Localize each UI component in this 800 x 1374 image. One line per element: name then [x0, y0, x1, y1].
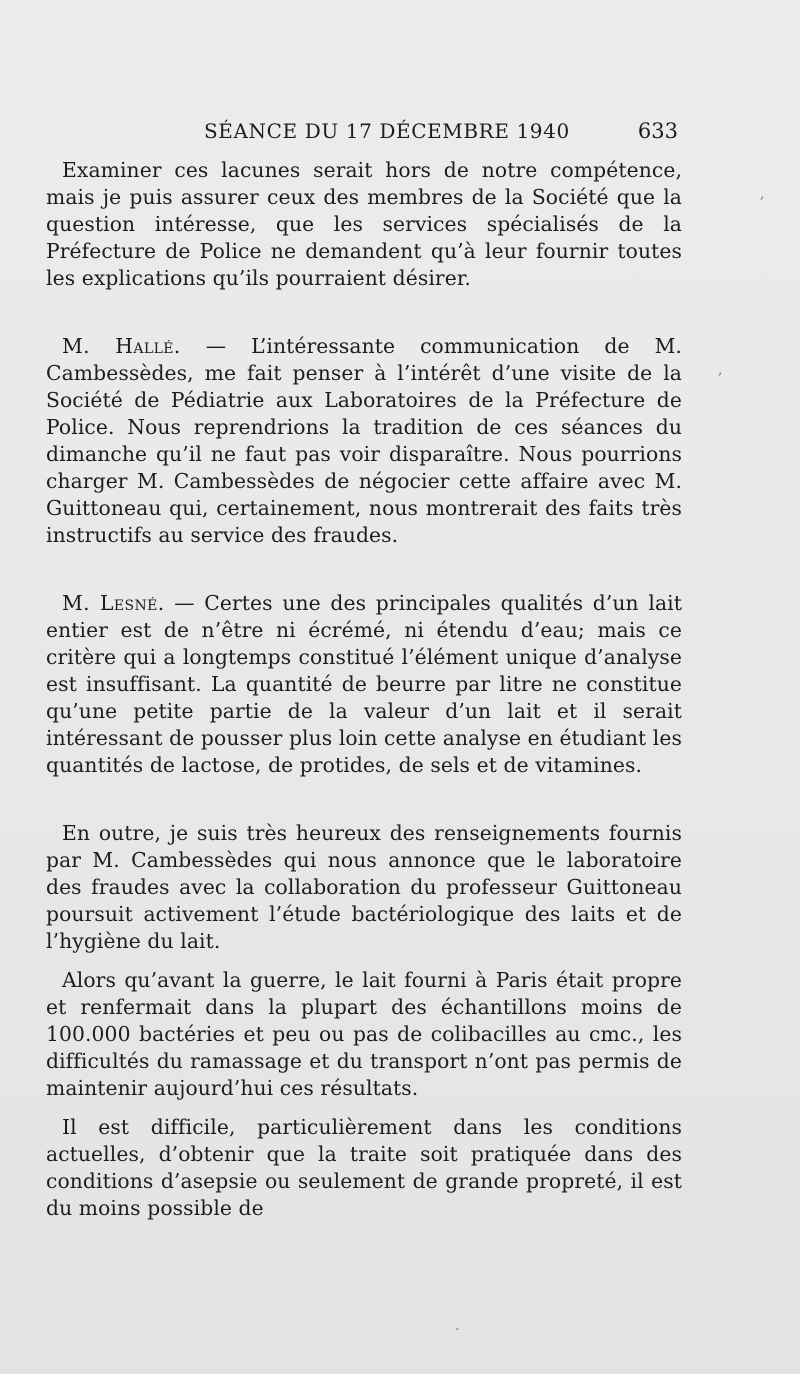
paragraph-text: En outre, je suis très heureux des renseignements fournis par M. Cambessèdes qui nous annonce que le laboratoire des fraudes avec la collaboration du professeur Guittoneau poursuit activement l’étude bactériologique des laits et de l’hygiène du lait.: [46, 821, 682, 953]
speaker-name: M. Lesné.: [62, 591, 165, 615]
paragraph-text: Alors qu’avant la guerre, le lait fourni à Paris était propre et renfermait dans la plupart des échantillons moins de 100.000 bactéries et peu ou pas de colibacilles au cmc., les difficultés du ramassage et du transport n’ont pas permis de maintenir aujourd’hui ces résultats.: [46, 968, 682, 1100]
paper-speck: ,: [760, 186, 765, 202]
page-header: [46, 119, 680, 147]
body-text: [46, 157, 682, 1263]
paragraph-text: Il est difficile, particulièrement dans les conditions actuelles, d’obtenir que la traite soit pratiquée dans des conditions d’asepsie ou seulement de grande propreté, il est du moins possible de: [46, 1115, 682, 1220]
page-number: 633: [637, 119, 678, 143]
speaker-name: M. Hallé.: [62, 334, 181, 358]
paragraph-lacunes: [46, 157, 682, 292]
paragraph-en-outre: [46, 820, 682, 955]
paragraph-difficile: [46, 1114, 682, 1222]
paragraph-alors: [46, 967, 682, 1102]
paper-speck: .: [455, 1318, 460, 1334]
running-head: SÉANCE DU 17 DÉCEMBRE 1940: [204, 119, 570, 143]
paragraph-lesne: [46, 590, 682, 779]
paragraph-text: Examiner ces lacunes serait hors de notre compétence, mais je puis assurer ceux des membres de la Société que la question intéresse, que les services spécialisés de la Préfecture de Police ne demandent qu’à leur fournir toutes les explications qu’ils pourraient désirer.: [46, 158, 682, 290]
paragraph-text: — L’intéressante communication de M. Cambessèdes, me fait penser à l’intérêt d’une visite de la Société de Pédiatrie aux Laboratoires de la Préfecture de Police. Nous reprendrions la tradition de ces séances du dimanche qu’il ne faut pas voir disparaître. Nous pourrions charger M. Cambessèdes de négocier cette affaire avec M. Guittoneau qui, certainement, nous montrerait des faits très instructifs au service des fraudes.: [46, 334, 682, 547]
paragraph-halle: [46, 333, 682, 549]
paper-speck: ,: [718, 362, 723, 378]
paragraph-text: — Certes une des principales qualités d’un lait entier est de n’être ni écrémé, ni étendu d’eau; mais ce critère qui a longtemps constitué l’élément unique d’analyse est insuffisant. La quantité de beurre par litre ne constitue qu’une petite partie de la valeur d’un lait et il serait intéressant de pousser plus loin cette analyse en étudiant les quantités de lactose, de protides, de sels et de vitamines.: [46, 591, 682, 777]
